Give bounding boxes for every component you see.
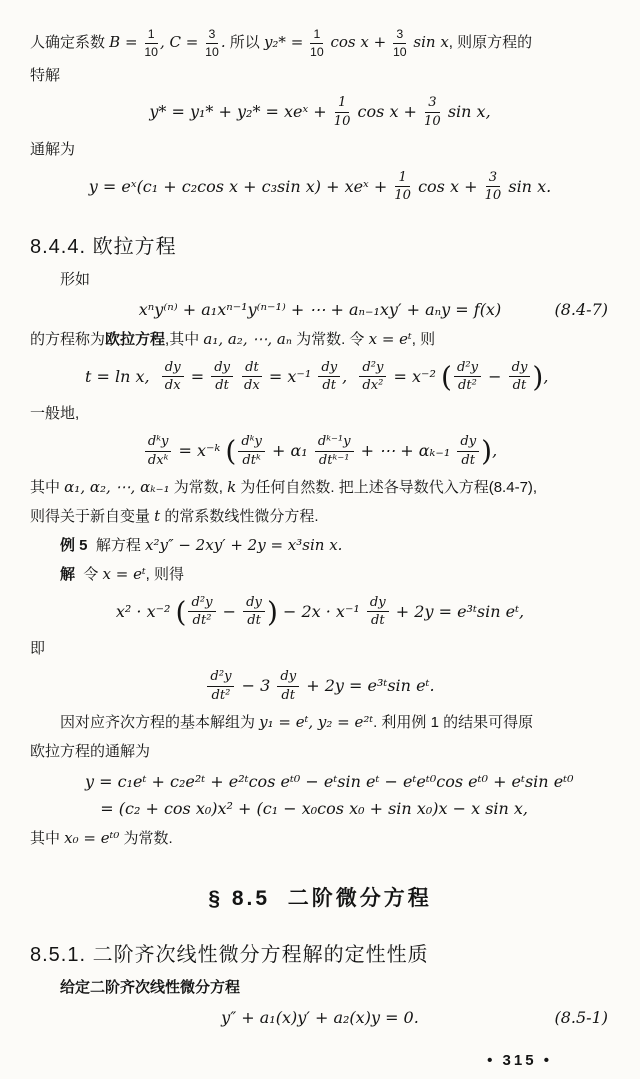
math-text: y₁ = eᵗ, y₂ = e²ᵗ — [259, 713, 374, 732]
fraction-denominator: dx — [244, 378, 260, 394]
math-text: . — [220, 33, 226, 52]
fraction — [205, 27, 219, 60]
fraction-denominator: dt — [281, 687, 296, 703]
formula-line — [85, 772, 610, 792]
math-text: , C = — [160, 33, 204, 52]
text-line — [30, 562, 610, 588]
fraction-numerator: dy — [457, 434, 479, 452]
fraction — [144, 27, 158, 60]
text-line — [30, 475, 610, 501]
formula-line — [85, 360, 610, 395]
math-text: y = c₁eᵗ + c₂e²ᵗ + e²ᵗcos eᵗ⁰ − eᵗsin eᵗ − eᵗeᵗ⁰cos eᵗ⁰ + eᵗsin eᵗ⁰ — [85, 772, 574, 792]
text-span: 8.5.1. 二阶齐次线性微分方程解的定性性质 — [30, 943, 429, 966]
formula-line — [30, 300, 610, 320]
math-text: B = — [109, 33, 143, 52]
text-span: 即 — [30, 640, 46, 658]
math-text: y″ + a₁(x)y′ + a₂(x)y = 0. — [221, 1007, 419, 1027]
text-span: 通解为 — [30, 140, 76, 158]
math-text: α₁, α₂, ⋯, αₖ₋₁ — [64, 478, 170, 497]
formula-line — [30, 434, 610, 469]
text-line — [30, 636, 610, 662]
text-line — [30, 504, 610, 530]
math-text: sin x. — [503, 176, 552, 196]
text-line — [30, 63, 610, 89]
math-text: + α₁ — [266, 440, 313, 460]
formula-line — [30, 595, 610, 630]
math-text: y₂* = — [263, 33, 309, 52]
text-span: , 则原方程的 — [448, 34, 533, 52]
text-span: 的方程称为 — [30, 330, 106, 348]
fraction-numerator: dy — [509, 360, 531, 378]
math-text: = x⁻¹ — [263, 366, 317, 386]
formula-line — [85, 799, 610, 819]
big-paren: ) — [481, 434, 493, 468]
math-text: , — [543, 366, 549, 386]
math-text: − — [217, 601, 242, 621]
fraction-denominator: dt — [247, 613, 261, 629]
text-span: 欧拉方程的通解为 — [30, 743, 151, 761]
fraction-numerator: 3 — [486, 170, 500, 188]
math-text: + 2y = e³ᵗsin eᵗ, — [390, 601, 525, 621]
math-text: cos x + — [413, 176, 483, 196]
text-span: . 利用例 1 的结果可得原 — [373, 714, 534, 732]
math-text: , — [492, 440, 498, 460]
text-line — [30, 401, 610, 427]
fraction — [277, 669, 299, 704]
math-text: + 2y = e³ᵗsin eᵗ. — [301, 675, 435, 695]
fraction — [454, 360, 481, 395]
fraction-numerator: dy — [277, 669, 299, 687]
text-span: 其中 — [30, 830, 65, 848]
fraction — [310, 27, 324, 60]
fraction-numerator: 1 — [310, 27, 323, 44]
formula-line — [30, 669, 610, 704]
math-text: sin x — [408, 33, 449, 52]
math-text: y* = y₁* + y₂* = xeˣ + — [149, 102, 332, 122]
formula-line — [30, 95, 610, 130]
fraction-numerator: dt — [242, 360, 262, 378]
fraction — [485, 170, 502, 205]
math-text: x² · x⁻² — [115, 601, 176, 621]
math-text — [235, 366, 240, 385]
text-span: , 则 — [411, 330, 436, 348]
math-text: y = eˣ(c₁ + c₂cos x + c₃sin x) + xeˣ + — [88, 176, 393, 196]
formula-line — [30, 1008, 610, 1028]
fraction — [334, 95, 351, 130]
text-span: 为常数, — [169, 479, 228, 497]
text-line — [30, 826, 610, 852]
math-text: = x⁻² — [388, 366, 441, 386]
fraction-numerator: dy — [243, 595, 265, 613]
text-span: 因对应齐次方程的基本解组为 — [60, 714, 260, 732]
text-line — [30, 533, 610, 559]
equation-tag: (8.4-7) — [554, 299, 608, 319]
math-text: t — [154, 507, 161, 526]
text-span: , 则得 — [145, 565, 185, 583]
math-text: + ⋯ + αₖ₋₁ — [355, 440, 456, 460]
fraction-denominator: dt — [461, 452, 476, 468]
math-text: − 2x · x⁻¹ — [277, 601, 365, 621]
text-span: 特解 — [30, 66, 61, 84]
fraction-numerator: 3 — [206, 27, 219, 44]
text-line — [30, 137, 610, 163]
math-text: cos x + — [325, 33, 391, 52]
math-text: k — [227, 478, 237, 497]
fraction-denominator: dt — [322, 378, 337, 394]
text-span: 其中 — [30, 479, 65, 497]
fraction — [243, 595, 265, 630]
fraction — [211, 360, 233, 395]
content — [30, 27, 610, 1028]
big-paren: ) — [532, 360, 544, 394]
page-number: • 315 • — [487, 1051, 552, 1069]
math-text: t = ln x, — [85, 366, 160, 386]
fraction-denominator: 10 — [144, 44, 158, 59]
text-span: 8.4.4. 欧拉方程 — [30, 236, 177, 259]
big-paren: ( — [225, 434, 237, 468]
text-span: 人确定系数 — [30, 34, 110, 52]
fraction-numerator: dy — [211, 360, 233, 378]
fraction — [359, 360, 386, 395]
fraction-numerator: 1 — [145, 27, 158, 44]
text-span: 为常数. — [119, 830, 173, 848]
section-heading — [30, 882, 610, 912]
fraction-numerator: dy — [162, 360, 184, 378]
fraction-denominator: dt² — [458, 378, 477, 394]
big-paren: ( — [175, 595, 187, 629]
fraction — [457, 434, 479, 469]
fraction — [162, 360, 184, 395]
math-text: x²y″ − 2xy′ + 2y = x³sin x. — [145, 536, 343, 555]
math-text: − — [483, 366, 507, 386]
fraction-denominator: 10 — [392, 44, 407, 59]
fraction-numerator: dᵏy — [238, 434, 265, 452]
text-span: ,其中 — [165, 330, 204, 348]
text-span: 为任何自然数. 把上述各导数代入方程(8.4-7), — [236, 479, 538, 497]
text-span: 解 — [60, 565, 76, 583]
text-span: 给定二阶齐次线性微分方程 — [60, 978, 241, 996]
fraction-denominator: dxᵏ — [147, 452, 169, 468]
equation-tag: (8.5-1) — [554, 1007, 608, 1027]
fraction-numerator: dᵏy — [145, 434, 172, 452]
math-text: x₀ = eᵗ⁰ — [64, 829, 120, 848]
fraction — [242, 360, 262, 395]
text-span: 则得关于新自变量 — [30, 508, 155, 526]
text-span: 形如 — [60, 271, 91, 289]
text-span: 的常系数线性微分方程. — [160, 508, 319, 526]
fraction — [145, 434, 172, 469]
formula-line — [30, 170, 610, 205]
fraction-denominator: dt — [215, 378, 229, 394]
fraction-denominator: 10 — [394, 188, 411, 204]
fraction — [207, 669, 234, 704]
fraction — [393, 27, 407, 60]
fraction-denominator: dt — [370, 613, 385, 629]
fraction — [315, 434, 354, 469]
math-text: sin x, — [442, 102, 491, 122]
fraction — [238, 434, 265, 469]
fraction-denominator: dtᵏ⁻¹ — [318, 452, 350, 468]
fraction-denominator: 10 — [310, 44, 324, 59]
fraction-denominator: dt — [512, 378, 527, 394]
fraction-numerator: d²y — [454, 360, 481, 378]
fraction-denominator: dx — [164, 378, 181, 394]
fraction — [509, 360, 531, 395]
text-line — [30, 739, 610, 765]
fraction-numerator: d²y — [359, 360, 386, 378]
fraction-denominator: dt² — [192, 613, 212, 629]
text-line — [30, 267, 610, 293]
math-text: − 3 — [236, 675, 276, 695]
big-paren: ( — [441, 360, 452, 394]
math-text: x = eᵗ — [102, 564, 146, 583]
math-text: x = eᵗ — [368, 329, 412, 348]
math-text: = (c₂ + cos x₀)x² + (c₁ − x₀cos x₀ + sin x₀)x − x sin x, — [85, 799, 529, 819]
fraction-numerator: d²y — [207, 669, 234, 687]
math-text: = x⁻ᵏ — [173, 440, 226, 460]
math-text: , — [342, 366, 358, 386]
text-line — [30, 327, 610, 353]
text-line — [30, 710, 610, 736]
fraction-denominator: 10 — [484, 188, 502, 204]
fraction-numerator: 1 — [395, 170, 409, 188]
fraction-denominator: 10 — [424, 114, 441, 130]
text-span: 解方程 — [87, 537, 146, 555]
text-span: 一般地, — [30, 405, 80, 423]
fraction — [188, 595, 215, 630]
fraction-numerator: 3 — [393, 27, 406, 44]
text-span: § 8.5 二阶微分方程 — [208, 886, 432, 910]
fraction-denominator: dx² — [362, 378, 384, 394]
fraction-numerator: dy — [318, 360, 340, 378]
text-span: 为常数. 令 — [291, 330, 369, 348]
math-text: cos x + — [352, 102, 423, 122]
fraction-numerator: 3 — [425, 95, 439, 113]
fraction — [367, 595, 389, 630]
text-span: 所以 — [225, 34, 264, 52]
fraction — [424, 95, 441, 130]
fraction — [394, 170, 411, 205]
fraction-denominator: 10 — [205, 44, 219, 59]
text-line — [30, 27, 610, 60]
section-heading — [30, 230, 610, 259]
section-heading — [30, 938, 610, 967]
math-text: a₁, a₂, ⋯, aₙ — [203, 329, 292, 348]
fraction-numerator: dy — [367, 595, 389, 613]
text-span: 令 — [75, 565, 103, 583]
fraction — [318, 360, 340, 395]
fraction-denominator: 10 — [333, 114, 351, 130]
math-text: = — [185, 366, 210, 386]
text-span: 例 5 — [60, 537, 88, 555]
fraction-numerator: d²y — [188, 595, 215, 613]
fraction-numerator: dᵏ⁻¹y — [315, 434, 354, 452]
fraction-numerator: 1 — [335, 95, 349, 113]
fraction-denominator: dtᵏ — [242, 452, 261, 468]
text-span: 欧拉方程 — [105, 330, 166, 348]
math-text: xⁿy⁽ⁿ⁾ + a₁xⁿ⁻¹y⁽ⁿ⁻¹⁾ + ⋯ + aₙ₋₁xy′ + aₙy = f(x) — [138, 299, 502, 319]
fraction-denominator: dt² — [211, 687, 231, 703]
big-paren: ) — [266, 595, 278, 629]
